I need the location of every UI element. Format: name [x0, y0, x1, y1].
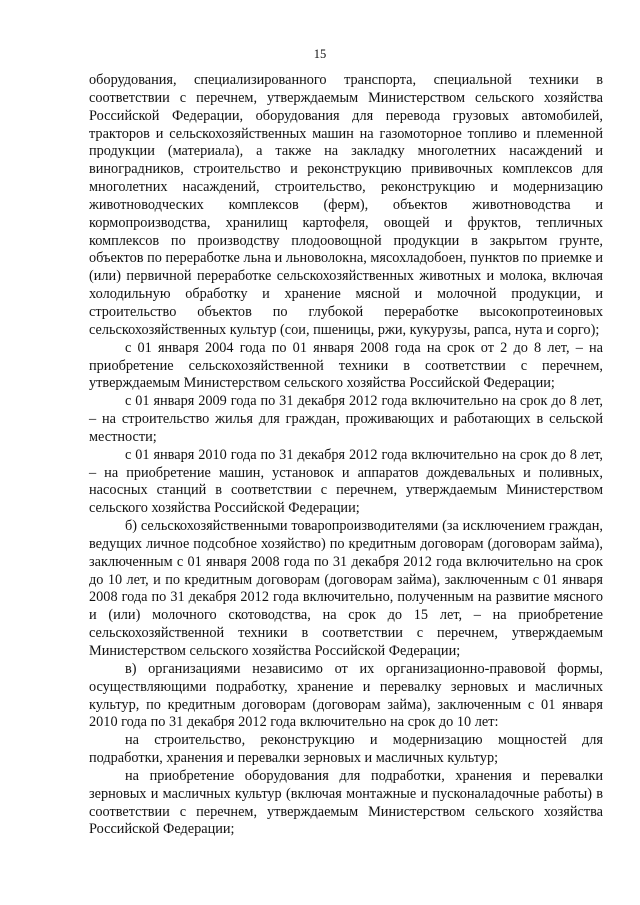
page-number: 15 [313, 47, 327, 61]
paragraph: с 01 января 2004 года по 01 января 2008 года на срок от 2 до 8 лет, – на приобретение сельскохозяйственной техники в соответствии с перечнем, утверждаемым Министерством сельского хозяйства Российской Федерации; [89, 339, 603, 392]
paragraph: оборудования, специализированного транспорта, специальной техники в соответствии с перечнем, утверждаемым Министерством сельского хозяйства Российской Федерации, оборудования для перевода грузовых автомобилей, тракторов и сельскохозяйственных машин на газомоторное топливо и племенной продукции (материала), а также на закладку многолетних насаждений и виноградников, строительство и реконструкцию прививочных комплексов для многолетних насаждений, строительство, реконструкцию и модернизацию животноводческих комплексов (ферм), объектов животноводства и кормопроизводства, хранилищ картофеля, овощей и фруктов, тепличных комплексов по производству плодоовощной продукции в закрытом грунте, объектов по переработке льна и льноволокна, мясохладобоен, пунктов по приемке и (или) первичной переработке сельскохозяйственных животных и молока, включая холодильную обработку и хранение мясной и молочной продукции, и строительство объектов по глубокой переработке высокопротеиновых сельскохозяйственных культур (сои, пшеницы, ржи, кукурузы, рапса, нута и сорго); [89, 72, 604, 338]
paragraph: в) организациями независимо от их организационно-правовой формы, осуществляющими подработку, хранение и перевалку зерновых и масличных культур, по кредитным договорам (договорам займа), заключенным с 01 января 2010 года по 31 декабря 2012 года включительно на срок до 10 лет: [89, 660, 603, 731]
paragraph: б) сельскохозяйственными товаропроизводителями (за исключением граждан, ведущих личное подсобное хозяйство) по кредитным договорам (договорам займа), заключенным с 01 января 2008 года по 31 декабря 2012 года включительно на срок до 10 лет, и по кредитным договорам (договорам займа), заключенным с 01 января 2008 года по 31 декабря 2012 года включительно, полученным на развитие мясного и (или) молочного скотоводства, на срок до 15 лет, – на приобретение сельскохозяйственной техники в соответствии с перечнем, утверждаемым Министерством сельского хозяйства Российской Федерации; [89, 518, 603, 659]
paragraph: с 01 января 2009 года по 31 декабря 2012 года включительно на срок до 8 лет, – на строительство жилья для граждан, проживающих и работающих в сельской местности; [89, 393, 603, 445]
paragraph: на приобретение оборудования для подработки, хранения и перевалки зерновых и масличных культур (включая монтажные и пусконаладочные работы) в соответствии с перечнем, утверждаемым Министерством сельского хозяйства Российской Федерации; [89, 767, 603, 838]
paragraph: с 01 января 2010 года по 31 декабря 2012 года включительно на срок до 8 лет, – на приобретение машин, установок и аппаратов дождевальных и поливных, насосных станций в соответствии с перечнем, утверждаемым Министерством сельского хозяйства Российской Федерации; [89, 446, 603, 517]
document-body [89, 72, 603, 839]
paragraph: на строительство, реконструкцию и модернизацию мощностей для подработки, хранения и перевалки зерновых и масличных культур; [89, 732, 603, 767]
